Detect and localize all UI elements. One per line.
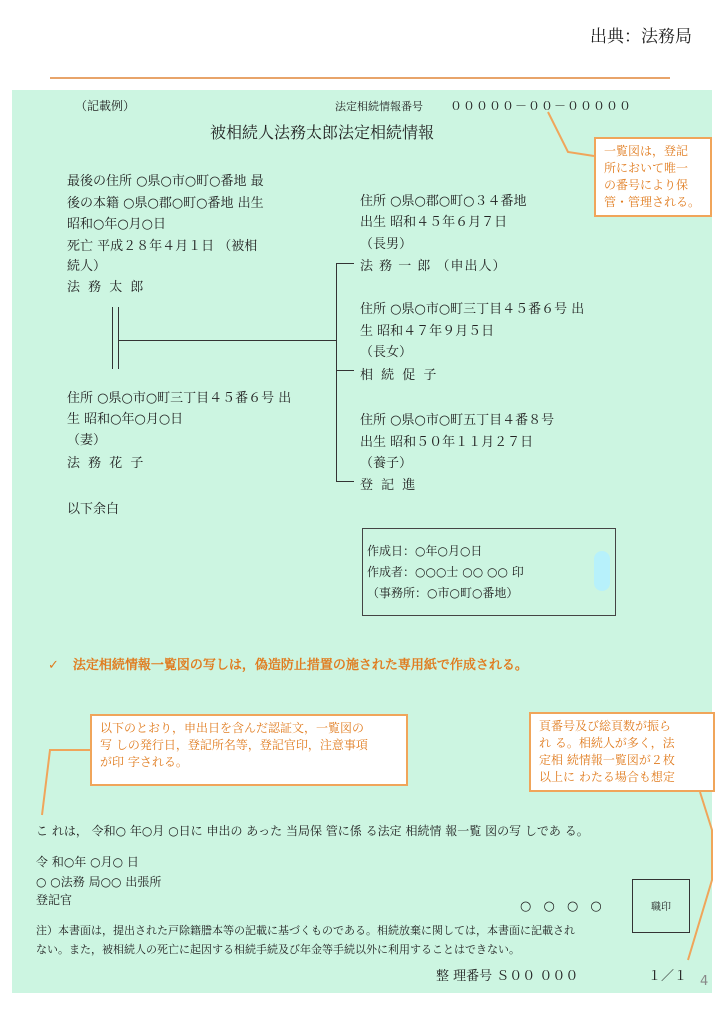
check-note-text: 法定相続情報一覧図の写しは，偽造防止措置の施された専用紙で作成される。: [72, 658, 528, 673]
heir2-line2: 生 昭和４７年９月５日: [360, 324, 495, 339]
callout-unique-number-line3: の番号により保: [604, 178, 689, 192]
decedent-line4: 死亡 平成２８年４月１日 （被相: [67, 239, 258, 254]
slide-page-number: 4: [700, 974, 709, 989]
creator-name: 作成者：○○○士 ○○ ○○ 印: [367, 565, 524, 579]
heir1-relation: （長男）: [360, 237, 413, 252]
spouse-name: 法 務 花 子: [67, 456, 146, 471]
certificate-office: ○ ○法務 局○○ 出張所: [36, 875, 162, 889]
certificate-statement: こ れは， 令和○ 年○月 ○日に 申出の あった 当局保 管に係 る法定 相続情 報一覧 図の写 しであ る。: [36, 824, 589, 838]
callout-certification-line3: が印 字される。: [100, 755, 188, 769]
heir1-name: 法 務 一 郎 （申出人）: [360, 259, 507, 274]
example-label: （記載例）: [75, 99, 136, 113]
serial-number: 整 理番号 Ｓ００ ０００: [436, 969, 579, 984]
decedent-line5: 続人）: [67, 259, 107, 274]
source-label: 出典：法務局: [590, 27, 692, 47]
document-title: 被相続人法務太郎法定相続情報: [210, 123, 435, 142]
child1-branch: [336, 263, 354, 264]
callout-page-number-line1: 頁番号及び総頁数が振ら: [539, 719, 672, 733]
spouse-relation: （妻）: [67, 433, 107, 448]
decedent-line2: 後の本籍 ○県○郡○町○番地 出生: [67, 196, 264, 211]
check-note: [48, 654, 528, 673]
page-fraction: １／１: [648, 969, 688, 984]
info-number: ０００００－００－０００００: [450, 99, 633, 113]
highlight-mark: [594, 551, 610, 591]
heir1-line2: 出生 昭和４５年６月７日: [360, 215, 508, 230]
spouse-line1: 住所 ○県○市○町三丁目４５番６号 出: [67, 391, 292, 406]
callout-page-number-line4: 以上に わたる場合も想定: [539, 770, 675, 784]
certificate-note-line1: 注）本書面は，提出された戸除籍謄本等の記載に基づくものである。相続放棄に関しては，本書面に記載され: [36, 924, 575, 937]
marriage-line-left: [112, 307, 113, 369]
heir3-name: 登 記 進: [360, 478, 418, 493]
certificate-note-line2: ない。また，被相続人の死亡に起因する相続手続及び年金等手続以外に利用することはできない。: [36, 943, 520, 956]
heir3-line2: 出生 昭和５０年１１月２７日: [360, 435, 534, 450]
callout-page-number-line2: れ る。相続人が多く，法: [539, 736, 675, 750]
official-seal-box: [632, 879, 690, 933]
heir2-relation: （長女）: [360, 345, 413, 360]
decedent-name: 法 務 太 郎: [67, 280, 146, 295]
decedent-line1: 最後の住所 ○県○市○町○番地 最: [67, 174, 264, 189]
child3-branch: [336, 481, 354, 482]
callout-unique-number: [594, 137, 712, 217]
callout-unique-number-line2: 所において唯一: [604, 161, 689, 175]
info-number-label: 法定相続情報番号: [335, 100, 423, 113]
official-name-circles: ○ ○ ○ ○: [520, 899, 606, 914]
callout-certification-text: [90, 714, 408, 786]
check-icon: ✓: [48, 658, 59, 673]
children-bracket: [336, 263, 337, 481]
heir3-relation: （養子）: [360, 456, 413, 471]
spouse-line2: 生 昭和○年○月○日: [67, 412, 184, 427]
official-seal-label: 職印: [651, 902, 671, 913]
callout-unique-number-line4: 管・管理される。: [604, 195, 701, 209]
heir2-name: 相 続 促 子: [360, 368, 439, 383]
callout-unique-number-line1: 一覧図は，登記: [604, 144, 689, 158]
heir2-line1: 住所 ○県○市○町三丁目４５番６号 出: [360, 302, 585, 317]
descent-line: [118, 340, 336, 341]
remaining-note: 以下余白: [67, 502, 120, 517]
callout-certification-line2: 写 しの発行日，登記所名等，登記官印，注意事項: [100, 738, 368, 752]
marriage-line-right: [118, 307, 119, 369]
creation-date: 作成日：○年○月○日: [367, 544, 483, 558]
heir1-line1: 住所 ○県○郡○町○３４番地: [360, 194, 527, 209]
certificate-official: 登記官: [36, 893, 73, 907]
certificate-date: 令 和○年 ○月○ 日: [36, 855, 139, 869]
callout-certification-line1: 以下のとおり，申出日を含んだ認証文，一覧図の: [100, 721, 365, 735]
header-rule: [50, 77, 670, 79]
creator-office: （事務所：○市○町○番地）: [367, 586, 519, 600]
callout-page-number-line3: 定相 続情報一覧図が２枚: [539, 753, 675, 767]
heir3-line1: 住所 ○県○市○町五丁目４番８号: [360, 413, 555, 428]
child2-branch: [336, 370, 354, 371]
decedent-line3: 昭和○年○月○日: [67, 217, 167, 232]
callout-page-number: [529, 712, 715, 792]
